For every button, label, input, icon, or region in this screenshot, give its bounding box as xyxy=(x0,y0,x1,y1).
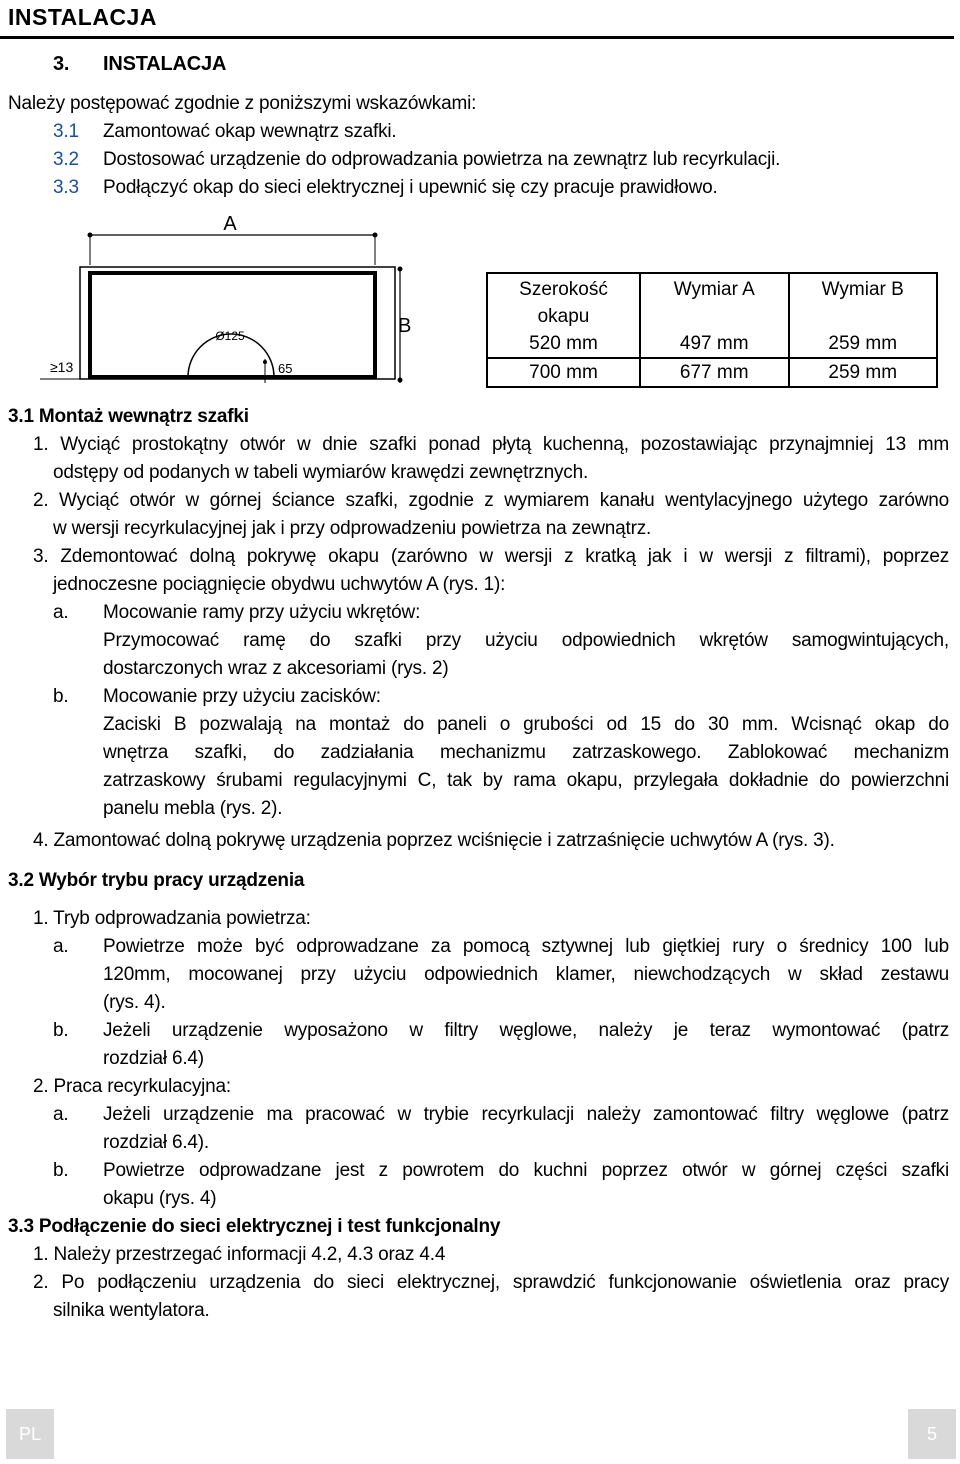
table-row xyxy=(487,358,937,387)
paragraph-line: panelu mebla (rys. 2). xyxy=(103,798,283,819)
language-badge: PL xyxy=(6,1409,54,1459)
table-header-cell: Wymiar B xyxy=(789,273,938,330)
table-header-row xyxy=(487,273,937,330)
cutout-diagram xyxy=(40,205,460,395)
subsection-title: 3.1 Montaż wewnątrz szafki xyxy=(8,406,249,427)
step-text: Podłączyć okap do sieci elektrycznej i upewnić się czy pracuje prawidłowo. xyxy=(103,177,718,198)
subsection-title: 3.3 Podłączenie do sieci elektrycznej i test funkcjonalny xyxy=(8,1216,501,1237)
table-cell: 259 mm xyxy=(789,358,938,387)
paragraph-line: 3. Zdemontować dolną pokrywę okapu (zarówno w wersji z kratką jak i w wersji z filtrami), poprzez xyxy=(33,546,949,567)
paragraph-line: Jeżeli urządzenie ma pracować w trybie recyrkulacji należy zamontować filtry węglowe (patrz xyxy=(103,1104,949,1125)
list-label: b. xyxy=(53,1020,69,1041)
table-cell: 259 mm xyxy=(789,330,938,358)
paragraph-line: Jeżeli urządzenie wyposażono w filtry węglowe, należy je teraz wymontować (patrz xyxy=(103,1020,949,1041)
diameter-label: Ø125 xyxy=(215,329,245,343)
section-number: 3. xyxy=(53,53,70,75)
list-label: b. xyxy=(53,1160,69,1181)
table-cell: 700 mm xyxy=(487,358,640,387)
page-header-title: INSTALACJA xyxy=(8,4,157,30)
step-text: Zamontować okap wewnątrz szafki. xyxy=(103,121,397,142)
dimension-a-label: A xyxy=(223,213,237,235)
paragraph-line: Przymocować ramę do szafki przy użyciu odpowiednich wkrętów samogwintujących, xyxy=(103,630,949,651)
paragraph-line: silnika wentylatora. xyxy=(53,1300,210,1321)
paragraph-line: 1. Wyciąć prostokątny otwór w dnie szafki ponad płytą kuchenną, pozostawiając przynajmniej 13 mm xyxy=(33,434,949,455)
paragraph-line: zatrzaskowy śrubami regulacyjnymi C, tak by rama okapu, przylegała dokładnie do powierzchni xyxy=(103,770,949,791)
paragraph-line: dostarczonych wraz z akcesoriami (rys. 2) xyxy=(103,658,449,679)
paragraph-line: 1. Należy przestrzegać informacji 4.2, 4.3 oraz 4.4 xyxy=(33,1244,446,1265)
list-label: b. xyxy=(53,686,69,707)
list-label: a. xyxy=(53,936,69,957)
paragraph-line: Mocowanie ramy przy użyciu wkrętów: xyxy=(103,602,421,623)
step-number: 3.2 xyxy=(53,149,79,170)
paragraph-line: 120mm, mocowanej przy użyciu odpowiednich klamer, niewchodzących w skład zestawu xyxy=(103,964,949,985)
offset-65-label: 65 xyxy=(278,361,293,376)
table-row xyxy=(487,330,937,358)
list-label: a. xyxy=(53,602,69,623)
section-intro: Należy postępować zgodnie z poniższymi wskazówkami: xyxy=(8,93,477,114)
step-text: Dostosować urządzenie do odprowadzania powietrza na zewnątrz lub recyrkulacji. xyxy=(103,149,781,170)
step-number: 3.3 xyxy=(53,177,79,198)
dimension-b-label: B xyxy=(398,315,412,337)
paragraph-line: Powietrze odprowadzane jest z powrotem do kuchni poprzez otwór w górnej części szafki xyxy=(103,1160,949,1181)
list-label: a. xyxy=(53,1104,69,1125)
section-title: INSTALACJA xyxy=(103,53,227,75)
paragraph-line: rozdział 6.4) xyxy=(103,1048,204,1069)
paragraph-line: 2. Praca recyrkulacyjna: xyxy=(33,1076,231,1097)
table-cell: 497 mm xyxy=(640,330,789,358)
paragraph-line: okapu (rys. 4) xyxy=(103,1188,217,1209)
paragraph-line: Mocowanie przy użyciu zacisków: xyxy=(103,686,381,707)
paragraph-line: (rys. 4). xyxy=(103,992,166,1013)
paragraph-line: wnętrza szafki, do zadziałania mechanizmu zatrzaskowego. Zablokować mechanizm xyxy=(103,742,949,763)
subsection-title: 3.2 Wybór trybu pracy urządzenia xyxy=(8,870,305,891)
table-header-cell: Szerokość okapu xyxy=(487,273,640,330)
paragraph-line: odstępy od podanych w tabeli wymiarów krawędzi zewnętrznych. xyxy=(53,462,589,483)
table-cell: 520 mm xyxy=(487,330,640,358)
min-gap-label: ≥13 xyxy=(50,359,74,375)
page-number: 5 xyxy=(908,1409,956,1459)
paragraph-line: jednoczesne pociągnięcie obydwu uchwytów A (rys. 1): xyxy=(53,574,506,595)
table-cell: 677 mm xyxy=(640,358,789,387)
paragraph-line: Zaciski B pozwalają na montaż do paneli o grubości od 15 do 30 mm. Wcisnąć okap do xyxy=(103,714,949,735)
paragraph-line: Powietrze może być odprowadzane za pomocą sztywnej lub giętkiej rury o średnicy 100 lub xyxy=(103,936,949,957)
paragraph-line: 2. Po podłączeniu urządzenia do sieci elektrycznej, sprawdzić funkcjonowanie oświetlenia oraz pracy xyxy=(33,1272,949,1293)
paragraph-line: w wersji recyrkulacyjnej jak i przy odprowadzeniu powietrza na zewnątrz. xyxy=(53,518,652,539)
table-header-cell: Wymiar A xyxy=(640,273,789,330)
header-rule xyxy=(0,36,954,39)
paragraph-line: rozdział 6.4). xyxy=(103,1132,209,1153)
paragraph-line: 1. Tryb odprowadzania powietrza: xyxy=(33,908,311,929)
step-number: 3.1 xyxy=(53,121,79,142)
dimensions-table xyxy=(486,272,938,388)
paragraph-line: 4. Zamontować dolną pokrywę urządzenia poprzez wciśnięcie i zatrzaśnięcie uchwytów A (rys. 3). xyxy=(33,830,835,851)
paragraph-line: 2. Wyciąć otwór w górnej ściance szafki, zgodnie z wymiarem kanału wentylacyjnego użytego zarówno xyxy=(33,490,949,511)
